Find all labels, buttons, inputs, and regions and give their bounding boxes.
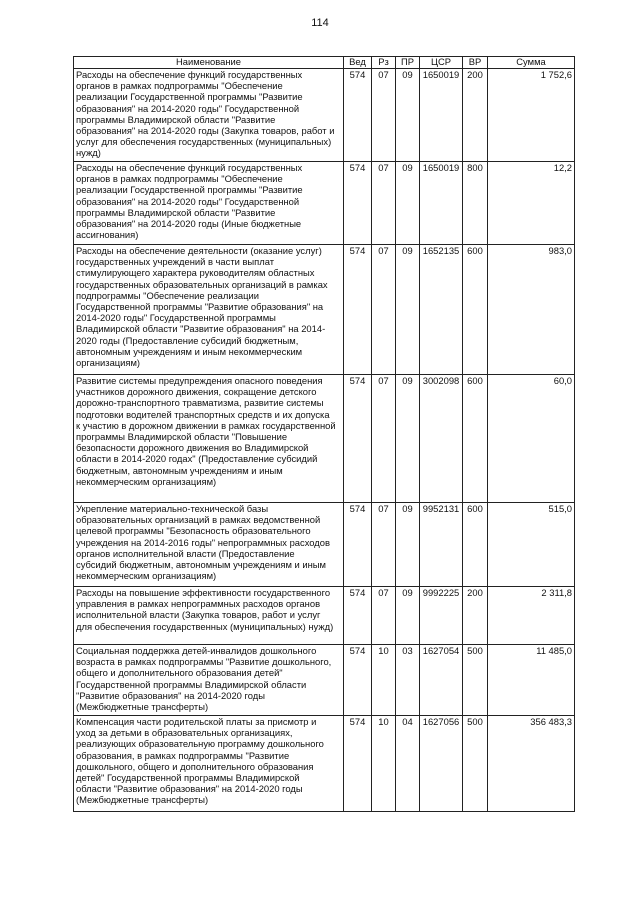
budget-table — [73, 56, 575, 812]
row-ved: 574 — [344, 645, 372, 716]
row-csr: 1627056 — [420, 716, 463, 812]
row-name: Социальная поддержка детей-инвалидов дошкольного возраста в рамках подпрограммы "Развитие дошкольного, общего и дополнительного образования детей" Государственной программы Владимирской области "Развитие образования" на 2014-2020 годы (Межбюджетные трансферты) — [74, 645, 344, 716]
row-pr: 04 — [396, 716, 420, 812]
row-sum: 1 752,6 — [488, 69, 575, 162]
row-name: Расходы на повышение эффективности государственного управления в рамках непрограммных расходов органов исполнительной власти (Закупка товаров, работ и услуг для обеспечения государственных (муниципальных) нужд) — [74, 587, 344, 645]
header-csr: ЦСР — [420, 57, 463, 69]
row-pr: 03 — [396, 645, 420, 716]
row-sum: 356 483,3 — [488, 716, 575, 812]
page-number: 114 — [311, 17, 329, 29]
row-sum: 11 485,0 — [488, 645, 575, 716]
row-vr: 500 — [463, 716, 488, 812]
row-ved: 574 — [344, 375, 372, 503]
row-rz: 07 — [372, 162, 396, 245]
row-csr: 1652135 — [420, 245, 463, 375]
row-name: Компенсация части родительской платы за присмотр и уход за детьми в образовательных организациях, реализующих образовательную программу дошкольного образования, в рамках подпрограммы "Развитие дошкольного, общего и дополнительного образования детей" Государственной программы Владимирской области "Развитие образования" на 2014-2020 годы (Межбюджетные трансферты) — [74, 716, 344, 812]
row-sum: 2 311,8 — [488, 587, 575, 645]
row-sum: 983,0 — [488, 245, 575, 375]
row-ved: 574 — [344, 587, 372, 645]
row-rz: 10 — [372, 645, 396, 716]
row-pr: 09 — [396, 162, 420, 245]
table-header-row — [74, 57, 575, 69]
table-row — [74, 69, 575, 162]
header-sum: Сумма — [488, 57, 575, 69]
row-sum: 60,0 — [488, 375, 575, 503]
row-name: Расходы на обеспечение функций государственных органов в рамках подпрограммы "Обеспечение реализации Государственной программы "Развитие образования" на 2014-2020 годы" Государственной программы Владимирской области "Развитие образования" на 2014-2020 годы (Иные бюджетные ассигнования) — [74, 162, 344, 245]
row-name: Укрепление материально-технической базы образовательных организаций в рамках ведомственной целевой программы "Безопасность образовательного учреждения на 2014-2016 годы" непрограммных расходов органов исполнительной власти (Предоставление субсидий бюджетным, автономным учреждениям и иным некоммерческим организациям) — [74, 503, 344, 587]
row-rz: 07 — [372, 587, 396, 645]
row-ved: 574 — [344, 245, 372, 375]
row-rz: 07 — [372, 245, 396, 375]
row-ved: 574 — [344, 503, 372, 587]
header-name: Наименование — [74, 57, 344, 69]
row-csr: 9952131 — [420, 503, 463, 587]
table-row — [74, 587, 575, 645]
row-ved: 574 — [344, 162, 372, 245]
table-row — [74, 245, 575, 375]
table-row — [74, 162, 575, 245]
row-name: Развитие системы предупреждения опасного поведения участников дорожного движения, сокращение детского дорожно-транспортного травматизма, развитие системы подготовки водителей транспортных средств и их допуска к участию в дорожном движении в рамках государственной программы Владимирской области "Повышение безопасности дорожного движения во Владимирской области в 2014-2020 годах" (Предоставление субсидий бюджетным, автономным учреждениям и иным некоммерческим организациям) — [74, 375, 344, 503]
row-vr: 600 — [463, 375, 488, 503]
row-sum: 12,2 — [488, 162, 575, 245]
row-rz: 07 — [372, 69, 396, 162]
row-csr: 3002098 — [420, 375, 463, 503]
row-pr: 09 — [396, 587, 420, 645]
table-row — [74, 716, 575, 812]
header-rz: Рз — [372, 57, 396, 69]
row-vr: 800 — [463, 162, 488, 245]
header-pr: ПР — [396, 57, 420, 69]
row-vr: 200 — [463, 69, 488, 162]
table-row — [74, 375, 575, 503]
row-sum: 515,0 — [488, 503, 575, 587]
row-name: Расходы на обеспечение функций государственных органов в рамках подпрограммы "Обеспечение реализации Государственной программы "Развитие образования" на 2014-2020 годы" Государственной программы Владимирской области "Развитие образования" на 2014-2020 годы (Закупка товаров, работ и услуг для обеспечения государственных (муниципальных) нужд) — [74, 69, 344, 162]
row-pr: 09 — [396, 69, 420, 162]
row-pr: 09 — [396, 245, 420, 375]
row-name: Расходы на обеспечение деятельности (оказание услуг) государственных учреждений в части выплат стимулирующего характера руководителям областных государственных образовательных организаций в рамках подпрограммы "Обеспечение реализации Государственной программы "Развитие образования" на 2014-2020 годы" Государственной программы Владимирской области "Развитие образования" на 2014- 2020 годы (Предоставление субсидий бюджетным, автономным учреждениям и иным некоммерческим организациям) — [74, 245, 344, 375]
row-csr: 1650019 — [420, 69, 463, 162]
row-rz: 10 — [372, 716, 396, 812]
row-vr: 200 — [463, 587, 488, 645]
row-csr: 1627054 — [420, 645, 463, 716]
row-pr: 09 — [396, 503, 420, 587]
table-row — [74, 503, 575, 587]
row-vr: 600 — [463, 245, 488, 375]
table-row — [74, 645, 575, 716]
row-ved: 574 — [344, 716, 372, 812]
header-vr: ВР — [463, 57, 488, 69]
header-ved: Вед — [344, 57, 372, 69]
row-csr: 9992225 — [420, 587, 463, 645]
row-rz: 07 — [372, 375, 396, 503]
row-rz: 07 — [372, 503, 396, 587]
row-vr: 500 — [463, 645, 488, 716]
row-pr: 09 — [396, 375, 420, 503]
row-vr: 600 — [463, 503, 488, 587]
row-csr: 1650019 — [420, 162, 463, 245]
row-ved: 574 — [344, 69, 372, 162]
